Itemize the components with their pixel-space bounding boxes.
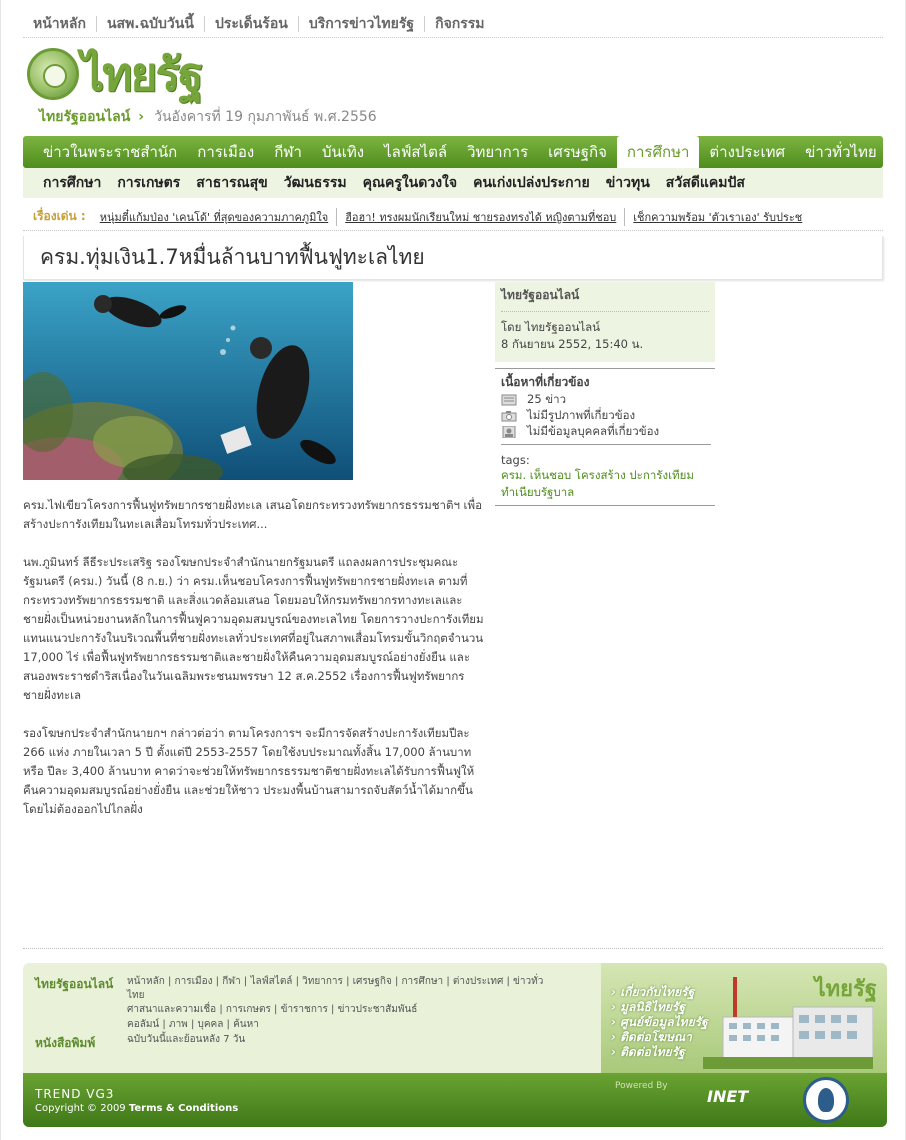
main-nav-politics[interactable]: การเมือง xyxy=(197,143,255,161)
ticker-label: เรื่องเด่น : xyxy=(33,209,86,223)
top-nav-services[interactable]: บริการข่าวไทยรัฐ xyxy=(298,16,424,32)
main-nav-economy[interactable]: เศรษฐกิจ xyxy=(548,143,607,161)
contact-link[interactable]: › ติดต่อไทยรัฐ xyxy=(611,1045,685,1059)
footer-links-row[interactable]: ศาสนาและความเชื่อ | การเกษตร | ข้าราชการ | ข่าวประชาสัมพันธ์ xyxy=(127,1004,418,1015)
top-nav-home[interactable]: หน้าหลัก xyxy=(33,15,86,32)
related-news-label: 25 ข่าว xyxy=(527,392,567,406)
article-paragraph: รองโฆษกประจำสำนักนายกฯ กล่าวต่อว่า ตามโครงการฯ จะมีการจัดสร้างปะการังเทียมปีละ 266 แห่ง ภายในเวลา 5 ปี ตั้งแต่ปี 2553-2557 โดยใช้งบประมาณทั้งสิ้น 17,000 ล้านบาท หรือ ปีละ 3,400 ล้านบาท คาดว่าจะช่วยให้ทรัพยากรธรรมชาติชายฝั่งทะเลได้รับการฟื้นฟูให้คืนความอุดมสมบูรณ์อย่างยั่งยืน และช่วยให้ชาว ประมงพื้นบ้านสามารถจับสัตว์น้ำได้มากขึ้น โดยไม่ต้องออกไปไกลฝั่ง xyxy=(23,726,475,816)
source-author: โดย ไทยรัฐออนไลน์ xyxy=(501,320,601,334)
footer-logo: ไทยรัฐ xyxy=(814,976,877,1002)
main-nav-entertainment[interactable]: บันเทิง xyxy=(321,143,365,161)
footer-links xyxy=(23,963,599,1073)
main-nav-education[interactable]: การศึกษา xyxy=(617,136,699,168)
related-news[interactable] xyxy=(501,392,709,408)
data-center-link[interactable]: › ศูนย์ข้อมูลไทยรัฐ xyxy=(611,1015,708,1029)
related-photos-label: ไม่มีรูปภาพที่เกี่ยวข้อง xyxy=(527,408,636,422)
main-nav-local[interactable]: ข่าวทั่วไทย xyxy=(805,143,877,161)
related-title: เนื้อหาที่เกี่ยวข้อง xyxy=(501,375,590,389)
ticker-item[interactable]: หนุ่มตี๋แก้มป่อง 'เคนโด้' ที่สุดของความภาคภูมิใจ xyxy=(99,210,329,224)
footer-links-row[interactable]: ฉบับวันนี้และย้อนหลัง 7 วัน xyxy=(127,1034,246,1045)
top-nav-activities[interactable]: กิจกรรม xyxy=(424,16,494,32)
sub-nav-education[interactable]: การศึกษา xyxy=(43,175,102,191)
sub-nav-campus[interactable]: สวัสดีแคมปัส xyxy=(665,175,745,191)
chevron-right-icon: › xyxy=(138,109,145,125)
top-nav-today-paper[interactable]: นสพ.ฉบับวันนี้ xyxy=(96,16,204,32)
ticker-item[interactable]: ฮือฮา! ทรงผมนักเรียนใหม่ ชายรองทรงได้ หญิงตามที่ชอบ xyxy=(336,208,624,226)
sub-nav-agriculture[interactable]: การเกษตร xyxy=(117,175,181,191)
sub-nav-culture[interactable]: วัฒนธรรม xyxy=(283,175,347,191)
divider xyxy=(495,505,715,506)
featured-ticker xyxy=(23,203,883,231)
inet-logo: INET xyxy=(707,1087,749,1106)
advertise-link[interactable]: › ติดต่อโฆษณา xyxy=(611,1030,692,1044)
article-source-box xyxy=(495,282,715,362)
source-datetime: 8 กันยายน 2552, 15:40 น. xyxy=(501,337,644,351)
diver-photo-illustration xyxy=(23,282,353,480)
terms-link[interactable]: Terms & Conditions xyxy=(128,1103,239,1114)
copyright-text: Copyright © 2009 xyxy=(35,1103,126,1114)
footer-bar xyxy=(23,1073,887,1127)
footer-section-newspaper: หนังสือพิมพ์ xyxy=(35,1036,96,1050)
sub-nav xyxy=(23,168,883,198)
footer-divider xyxy=(23,948,883,949)
tags-list[interactable]: ครม. เห็นชอบ โครงสร้าง ปะการังเทียม ทำเนียบรัฐบาล xyxy=(501,468,694,499)
site-name[interactable]: ไทยรัฐออนไลน์ xyxy=(39,109,131,125)
advertise-link-label: ติดต่อโฆษณา xyxy=(620,1030,692,1044)
tags-label: tags: xyxy=(501,453,530,467)
breadcrumb xyxy=(39,106,377,128)
sub-nav-teachers[interactable]: คุณครูในดวงใจ xyxy=(362,175,458,191)
sub-nav-talents[interactable]: คนเก่งเปล่งประกาย xyxy=(473,175,590,191)
footer-corporate-panel xyxy=(601,963,887,1073)
contact-link-label: ติดต่อไทยรัฐ xyxy=(620,1045,685,1059)
about-link[interactable]: › เกี่ยวกับไทยรัฐ xyxy=(611,985,695,999)
article-paragraph: นพ.ภูมินทร์ ลีธีระประเสริฐ รองโฆษกประจำสำนักนายกรัฐมนตรี แถลงผลการประชุมคณะรัฐมนตรี (ครม.) วันนี้ (8 ก.ย.) ว่า ครม.เห็นชอบโครงการฟื้นฟูทรัพยากรชายฝั่งทะเล ตามที่กระทรวงทรัพยากรธรรมชาติ และสิ่งแวดล้อมเสนอ โดยมอบให้กรมทรัพยากรทางทะเลและชายฝั่งเป็นหน่วยงานหลักในการฟื้นฟูความอุดมสมบูรณ์ของทะเลไทย โดยการวางปะการังเทียมแทนแนวปะการังในบริเวณพื้นที่ชายฝั่งทะเลทั่วประเทศที่อยู่ในสภาพเสื่อมโทรมขั้นวิกฤตจำนวน 17,000 ไร่ เพื่อฟื้นฟูทรัพยากรธรรมชาติและชายฝั่งให้คืนความอุดมสมบูรณ์อย่างยั่งยืน และสนองพระราชดำริสเนื่องในวันเฉลิมพระชนมพรรษา 12 ส.ค.2552 เรื่องการฟื้นฟูทรัพยากรชายฝั่งทะเล xyxy=(23,555,484,702)
gear-logo-icon xyxy=(27,48,79,100)
divider xyxy=(501,444,711,445)
copyright xyxy=(35,1103,238,1114)
foundation-link[interactable]: › มูลนิธิไทยรัฐ xyxy=(611,1000,685,1014)
main-nav-foreign[interactable]: ต่างประเทศ xyxy=(709,143,786,161)
about-link-label: เกี่ยวกับไทยรัฐ xyxy=(620,985,695,999)
article-photo xyxy=(23,282,353,480)
main-nav-royal[interactable]: ข่าวในพระราชสำนัก xyxy=(43,143,178,161)
article-body xyxy=(23,496,485,838)
top-nav-hot-issues[interactable]: ประเด็นร้อน xyxy=(204,16,298,32)
footer-links-row[interactable]: หน้าหลัก | การเมือง | กีฬา | ไลฟ์สไตล์ | วิทยาการ | เศรษฐกิจ | การศึกษา | ต่างประเทศ | ข่าวทั่วไทย xyxy=(127,976,544,1001)
article-headline-box xyxy=(23,236,883,280)
seal-logo xyxy=(803,1077,849,1123)
article-headline: ครม.ทุ่มเงิน1.7หมื่นล้านบาทฟื้นฟูทะเลไทย xyxy=(40,245,425,269)
trend-vg3-logo: TREND VG3 xyxy=(35,1087,115,1101)
powered-by-label: Powered By xyxy=(615,1081,668,1091)
main-nav xyxy=(23,136,883,168)
corporate-links xyxy=(611,985,708,1060)
data-center-link-label: ศูนย์ข้อมูลไทยรัฐ xyxy=(620,1015,708,1029)
top-nav xyxy=(23,10,883,38)
logo-text: ไทยรัฐ xyxy=(81,47,202,101)
related-persons[interactable] xyxy=(501,424,709,440)
article-paragraph: ครม.ไฟเขียวโครงการฟื้นฟูทรัพยากรชายฝั่งทะเล เสนอโดยกระทรวงทรัพยากรธรรมชาติฯ เพื่อสร้างปะการังเทียมในทะเลเสื่อมโทรมทั่วประเทศ... xyxy=(23,498,482,531)
footer-section-online: ไทยรัฐออนไลน์ xyxy=(35,977,114,991)
camera-icon xyxy=(501,410,517,422)
footer-links-row[interactable]: คอลัมน์ | ภาพ | บุคคล | ค้นหา xyxy=(127,1019,259,1030)
foundation-link-label: มูลนิธิไทยรัฐ xyxy=(620,1000,685,1014)
news-icon xyxy=(501,394,517,406)
related-persons-label: ไม่มีข้อมูลบุคคลที่เกี่ยวข้อง xyxy=(527,424,660,438)
main-nav-sports[interactable]: กีฬา xyxy=(274,143,302,161)
sub-nav-health[interactable]: สาธารณสุข xyxy=(196,175,268,191)
footer xyxy=(23,963,887,1127)
main-nav-lifestyle[interactable]: ไลฟ์สไตล์ xyxy=(384,143,448,161)
current-date: วันอังคารที่ 19 กุมภาพันธ์ พ.ศ.2556 xyxy=(154,109,377,125)
related-content xyxy=(495,368,715,506)
person-icon xyxy=(501,426,517,438)
related-photos[interactable] xyxy=(501,408,709,424)
site-logo[interactable] xyxy=(27,46,213,102)
ticker-item[interactable]: เช็กความพร้อม 'ตัวเราเอง' รับประช xyxy=(624,208,810,226)
main-nav-science[interactable]: วิทยาการ xyxy=(467,143,529,161)
source-title: ไทยรัฐออนไลน์ xyxy=(501,286,709,312)
sub-nav-scholarships[interactable]: ข่าวทุน xyxy=(605,175,650,191)
